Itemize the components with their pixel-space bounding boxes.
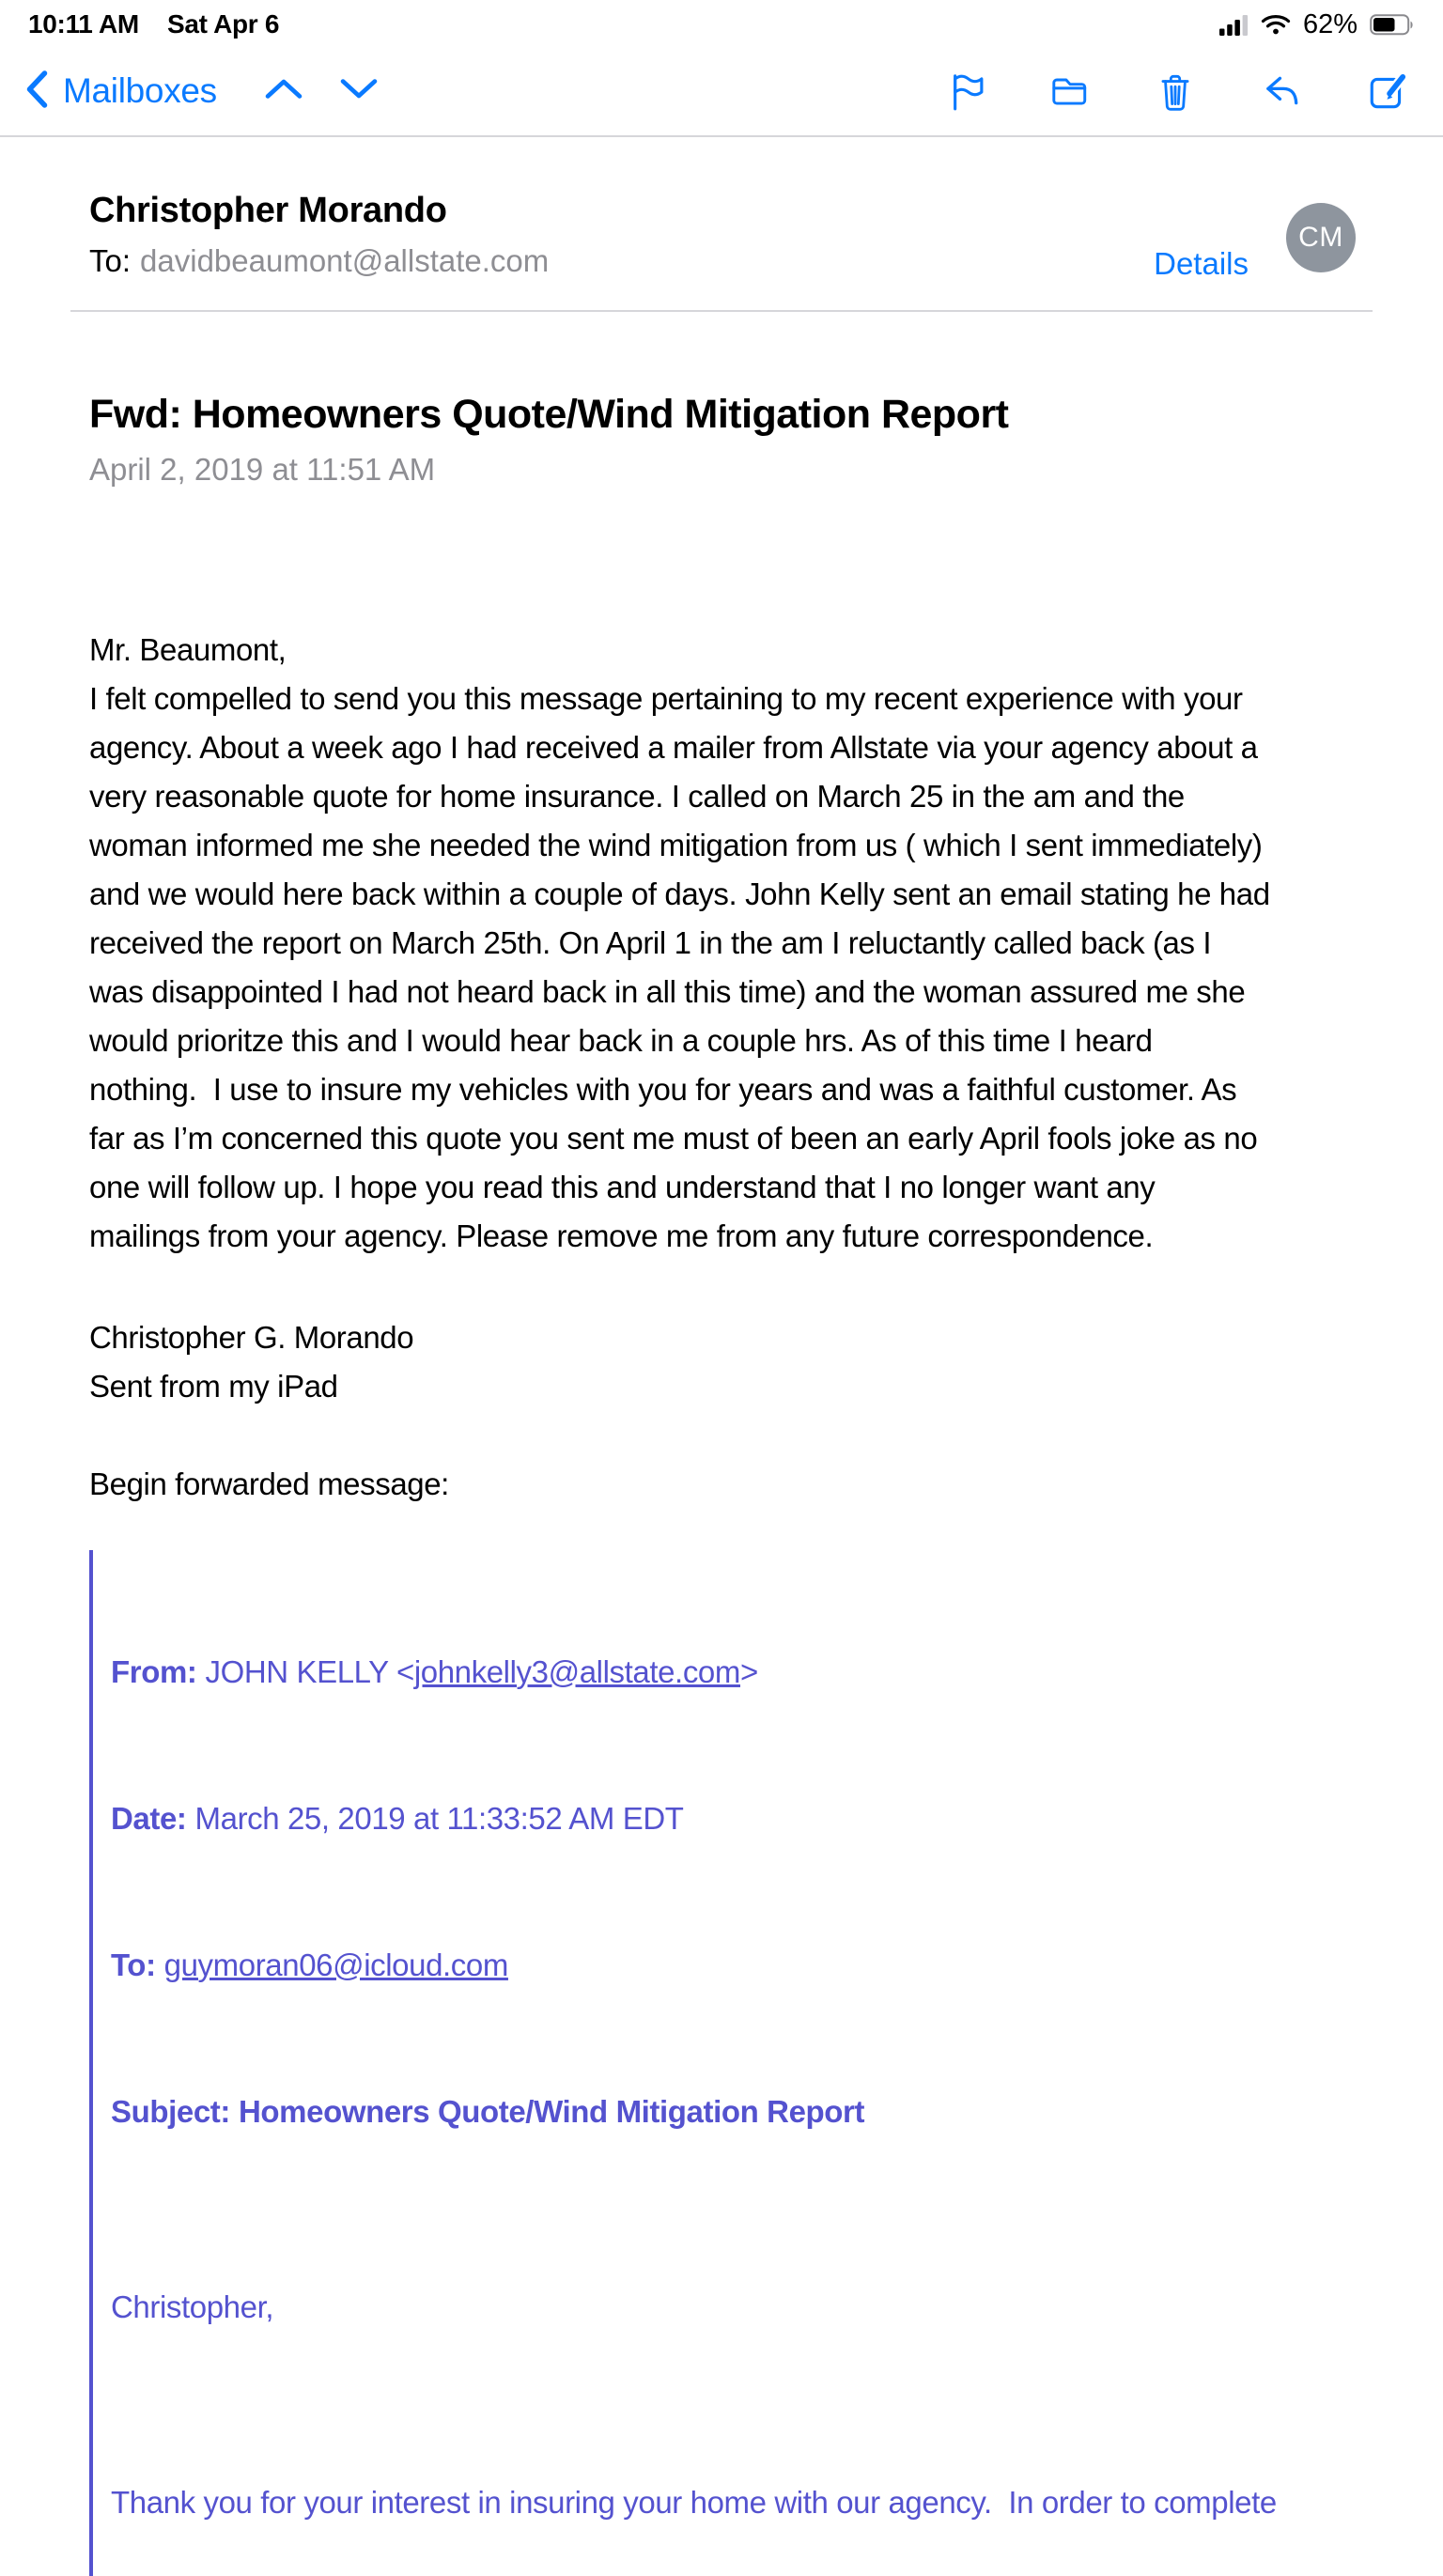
quoted-to-label: To: — [111, 1947, 156, 1982]
subject-title: Fwd: Homeowners Quote/Wind Mitigation Report — [89, 391, 1009, 437]
cellular-signal-icon — [1219, 14, 1249, 36]
status-date: Sat Apr 6 — [166, 9, 280, 39]
status-time: 10:11 AM — [28, 9, 139, 39]
next-message-button[interactable] — [339, 77, 379, 105]
forwarded-message-quote — [89, 1550, 1443, 2576]
quoted-from-line: From: JOHN KELLY <johnkelly3@allstate.com> — [111, 1653, 758, 1689]
message-body: Mr. Beaumont, I felt compelled to send you this message pertaining to my recent experience with your agency. About a week ago I had received a mailer from Allstate via your agency about a very reasonable quote for home insurance. I called on March 25 in the am and the woman informed me she needed the wind mitigation from us ( which I sent immediately) and we would here back within a couple of days. John Kelly sent an email stating he had received the report on March 25th. On April 1 in the am I reluctantly called back (as I was disappointed I had not heard back in all this time) and the woman assured me she would prioritze this and I would hear back in a couple hrs. As of this time I heard nothing. I use to insure my vehicles with you for years and was a faithful customer. As far as I’m concerned this quote you sent me must of been an early April fools joke as no one will follow up. I hope you read this and understand that I no longer want any mailings from your agency. Please remove me from any future correspondence. — [89, 631, 1270, 1253]
to-label: To: — [89, 243, 132, 278]
message-signature: Christopher G. Morando Sent from my iPad — [89, 1319, 414, 1404]
compose-button[interactable] — [1366, 70, 1409, 113]
sender-name: Christopher Morando — [89, 191, 447, 230]
flag-button[interactable] — [941, 70, 985, 113]
back-button-label: Mailboxes — [63, 71, 217, 110]
quoted-subject-line — [111, 2087, 1443, 2136]
quoted-greeting: Christopher, — [111, 2289, 274, 2324]
details-link[interactable]: Details — [1154, 246, 1249, 281]
toolbar-divider — [0, 135, 1443, 137]
nav-toolbar — [0, 41, 1443, 135]
to-recipient-address: davidbeaumont@allstate.com — [140, 243, 550, 278]
battery-icon — [1370, 14, 1415, 36]
back-chevron-icon — [24, 69, 50, 115]
message-date: April 2, 2019 at 11:51 AM — [89, 451, 436, 487]
sender-avatar[interactable]: CM — [1286, 203, 1356, 272]
trash-button[interactable] — [1154, 70, 1197, 113]
reply-button[interactable] — [1260, 70, 1303, 113]
move-to-folder-button[interactable] — [1047, 70, 1091, 113]
previous-message-button[interactable] — [264, 77, 303, 105]
back-to-mailboxes-button[interactable] — [24, 69, 217, 115]
status-bar — [0, 0, 1443, 41]
wifi-icon — [1261, 13, 1291, 36]
date-value: March 25, 2019 at 11:33:52 AM EDT — [194, 1800, 684, 1836]
from-label: From: — [111, 1653, 197, 1689]
quoted-subject-value: Homeowners Quote/Wind Mitigation Report — [238, 2093, 865, 2129]
quoted-body-line: Thank you for your interest in insuring your home with our agency. In order to complete — [111, 2484, 1277, 2520]
battery-percent: 62% — [1302, 8, 1358, 39]
message-header — [89, 190, 1354, 280]
to-email-link[interactable]: guymoran06@icloud.com — [163, 1947, 508, 1982]
forward-notice: Begin forwarded message: — [89, 1466, 449, 1501]
quoted-date-line — [111, 1794, 1443, 1843]
quoted-subject-label: Subject: — [111, 2093, 230, 2129]
date-label: Date: — [111, 1800, 187, 1836]
quoted-to-line — [111, 1941, 1443, 1990]
header-divider — [70, 310, 1373, 312]
from-email-link[interactable]: johnkelly3@allstate.com — [413, 1653, 740, 1689]
from-name: JOHN KELLY < — [205, 1653, 414, 1689]
